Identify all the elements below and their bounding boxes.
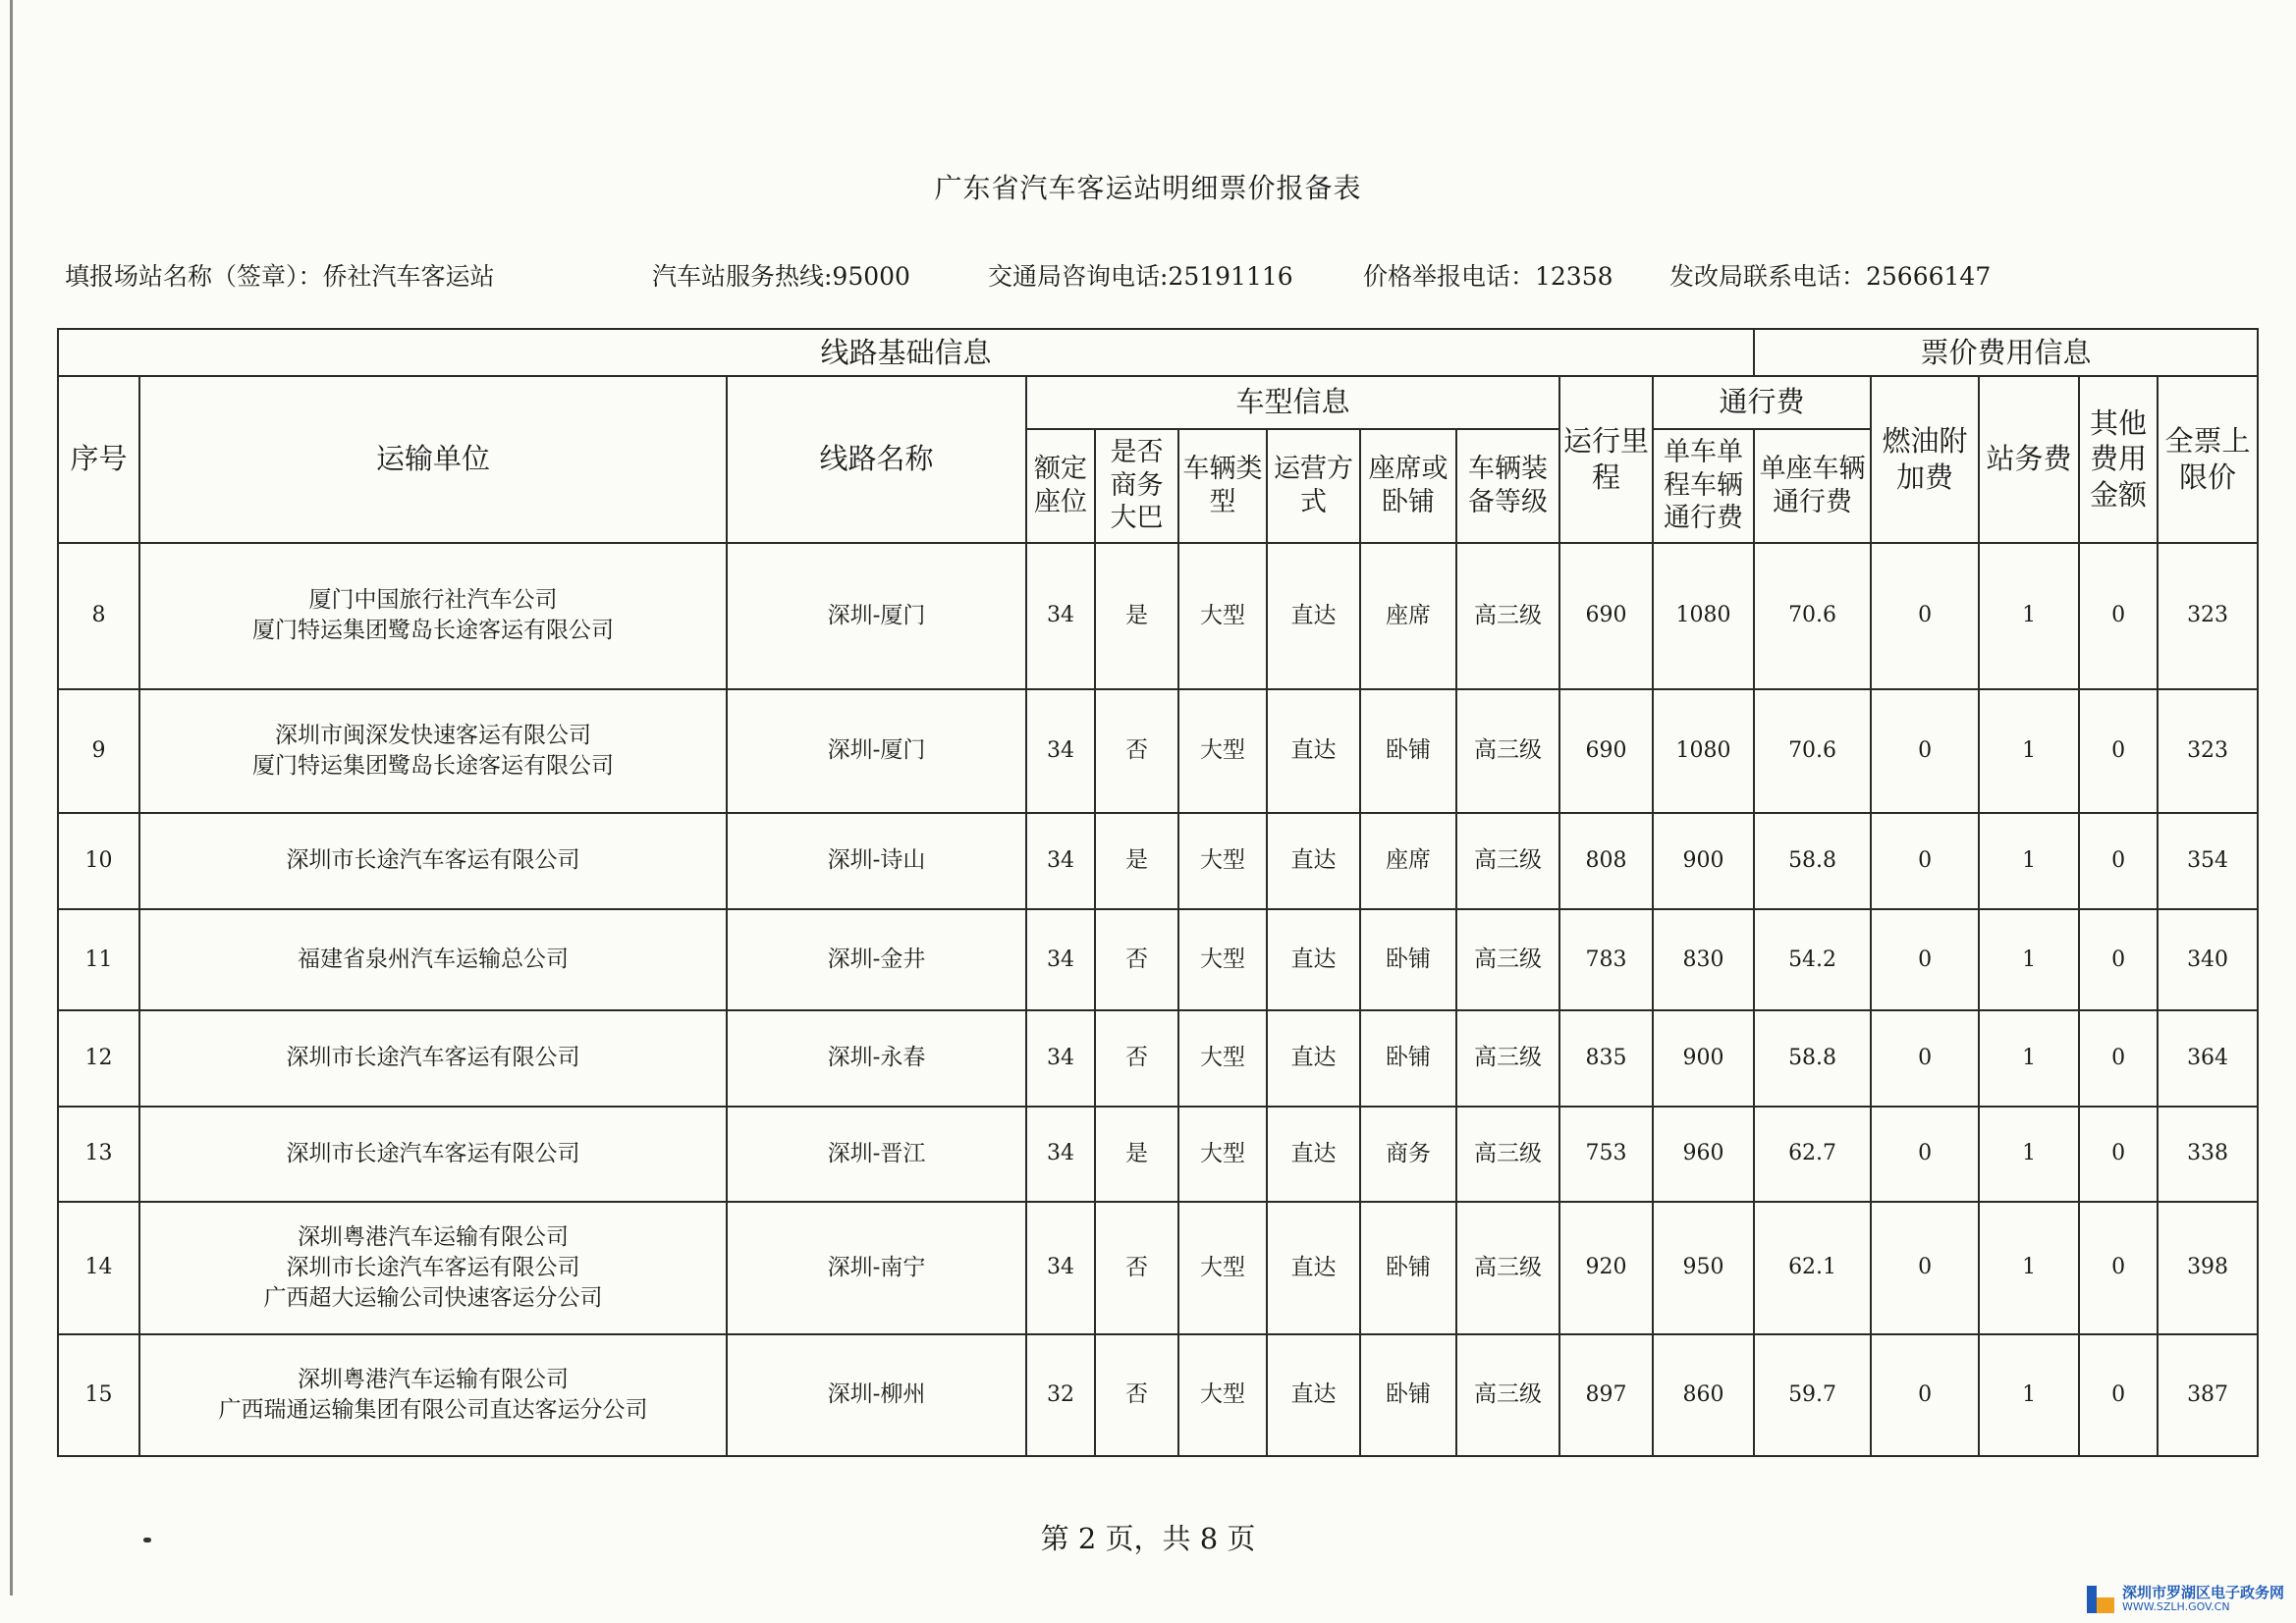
cell-carrier — [139, 543, 727, 689]
cell-berth: 座席 — [1360, 813, 1456, 908]
header-mode: 运营方式 — [1267, 429, 1360, 543]
cell-other: 0 — [2079, 813, 2158, 908]
cell-toll-vehicle: 830 — [1653, 909, 1754, 1011]
header-station-fee: 站务费 — [1979, 376, 2079, 543]
cell-cap: 338 — [2158, 1107, 2258, 1202]
station-hotline: 汽车站服务热线:95000 — [652, 262, 910, 291]
header-cap: 全票上限价 — [2158, 376, 2258, 543]
cell-cap: 340 — [2158, 909, 2258, 1011]
cell-station-fee: 1 — [1979, 1202, 2079, 1334]
cell-carrier — [139, 1202, 727, 1334]
table-row — [58, 1107, 2258, 1202]
cell-seats: 34 — [1026, 909, 1095, 1011]
cell-berth: 卧铺 — [1360, 689, 1456, 813]
cell-fuel: 0 — [1871, 689, 1979, 813]
header-toll-seat: 单座车辆通行费 — [1754, 429, 1871, 543]
cell-cap: 354 — [2158, 813, 2258, 908]
cell-station-fee: 1 — [1979, 1107, 2079, 1202]
header-route: 线路名称 — [727, 376, 1026, 543]
cell-toll-seat: 59.7 — [1754, 1334, 1871, 1456]
table-row — [58, 909, 2258, 1011]
cell-cap: 323 — [2158, 543, 2258, 689]
carrier-line: 深圳市长途汽车客运有限公司 — [286, 1045, 580, 1071]
cell-station-fee: 1 — [1979, 689, 2079, 813]
cell-vtype: 大型 — [1178, 1010, 1267, 1106]
cell-toll-seat: 70.6 — [1754, 543, 1871, 689]
cell-seats: 34 — [1026, 689, 1095, 813]
cell-mileage: 783 — [1559, 909, 1653, 1011]
cell-business: 是 — [1095, 1107, 1178, 1202]
cell-seq: 11 — [58, 909, 139, 1011]
carrier-line: 厦门中国旅行社汽车公司 — [308, 587, 558, 614]
cell-station-fee: 1 — [1979, 813, 2079, 908]
carrier-line: 广西超大运输公司快速客运分公司 — [263, 1284, 603, 1311]
ndrc-phone: 发改局联系电话：25666147 — [1669, 262, 1992, 291]
page-title: 广东省汽车客运站明细票价报备表 — [934, 172, 1362, 204]
header-vtype: 车辆类型 — [1178, 429, 1267, 543]
cell-station-fee: 1 — [1979, 1334, 2079, 1456]
cell-toll-seat: 62.1 — [1754, 1202, 1871, 1334]
carrier-line: 厦门特运集团鹭岛长途客运有限公司 — [252, 752, 614, 779]
cell-mode: 直达 — [1267, 1202, 1360, 1334]
cell-grade: 高三级 — [1456, 543, 1559, 689]
table-row — [58, 1334, 2258, 1456]
cell-seats: 32 — [1026, 1334, 1095, 1456]
cell-seats: 34 — [1026, 543, 1095, 689]
cell-business: 否 — [1095, 1010, 1178, 1106]
cell-grade: 高三级 — [1456, 689, 1559, 813]
cell-mileage: 835 — [1559, 1010, 1653, 1106]
cell-route: 深圳-永春 — [727, 1010, 1026, 1106]
cell-berth: 卧铺 — [1360, 1202, 1456, 1334]
cell-vtype: 大型 — [1178, 1334, 1267, 1456]
cell-seq: 14 — [58, 1202, 139, 1334]
cell-toll-seat: 70.6 — [1754, 689, 1871, 813]
cell-other: 0 — [2079, 1010, 2158, 1106]
cell-mileage: 690 — [1559, 543, 1653, 689]
cell-toll-vehicle: 950 — [1653, 1202, 1754, 1334]
cell-vtype: 大型 — [1178, 909, 1267, 1011]
cell-business: 否 — [1095, 909, 1178, 1011]
cell-other: 0 — [2079, 543, 2158, 689]
cell-toll-vehicle: 960 — [1653, 1107, 1754, 1202]
cell-grade: 高三级 — [1456, 813, 1559, 908]
cell-berth: 座席 — [1360, 543, 1456, 689]
table-row — [58, 543, 2258, 689]
cell-route: 深圳-厦门 — [727, 689, 1026, 813]
cell-cap: 398 — [2158, 1202, 2258, 1334]
cell-station-fee: 1 — [1979, 909, 2079, 1011]
page-number: 第 2 页，共 8 页 — [1040, 1522, 1256, 1555]
cell-berth: 卧铺 — [1360, 1334, 1456, 1456]
cell-mode: 直达 — [1267, 813, 1360, 908]
cell-cap: 323 — [2158, 689, 2258, 813]
cell-seats: 34 — [1026, 813, 1095, 908]
cell-fuel: 0 — [1871, 1202, 1979, 1334]
cell-route: 深圳-金井 — [727, 909, 1026, 1011]
cell-mileage: 897 — [1559, 1334, 1653, 1456]
watermark-en: WWW.SZLH.GOV.CN — [2121, 1600, 2230, 1614]
cell-route: 深圳-厦门 — [727, 543, 1026, 689]
cell-fuel: 0 — [1871, 1010, 1979, 1106]
carrier-line: 深圳市闽深发快速客运有限公司 — [275, 722, 591, 748]
cell-berth: 卧铺 — [1360, 1010, 1456, 1106]
cell-seq: 10 — [58, 813, 139, 908]
cell-station-fee: 1 — [1979, 543, 2079, 689]
cell-fuel: 0 — [1871, 543, 1979, 689]
cell-business: 否 — [1095, 1334, 1178, 1456]
price-report-phone: 价格举报电话：12358 — [1363, 262, 1613, 291]
cell-seq: 8 — [58, 543, 139, 689]
cell-cap: 364 — [2158, 1010, 2258, 1106]
header-other: 其他费用金额 — [2079, 376, 2158, 543]
carrier-line: 福建省泉州汽车运输总公司 — [298, 946, 569, 972]
cell-toll-seat: 62.7 — [1754, 1107, 1871, 1202]
cell-toll-vehicle: 1080 — [1653, 689, 1754, 813]
header-carrier: 运输单位 — [139, 376, 727, 543]
cell-seq: 9 — [58, 689, 139, 813]
header-berth: 座席或卧铺 — [1360, 429, 1456, 543]
cell-toll-vehicle: 900 — [1653, 1010, 1754, 1106]
header-seats: 额定座位 — [1026, 429, 1095, 543]
table-row — [58, 1202, 2258, 1334]
group-route-info: 线路基础信息 — [58, 329, 1754, 376]
watermark-cn: 深圳市罗湖区电子政务网 — [2121, 1584, 2284, 1602]
cell-mode: 直达 — [1267, 1010, 1360, 1106]
cell-carrier — [139, 689, 727, 813]
header-mileage: 运行里程 — [1559, 376, 1653, 543]
cell-mode: 直达 — [1267, 689, 1360, 813]
header-toll: 通行费 — [1653, 376, 1871, 429]
cell-route: 深圳-晋江 — [727, 1107, 1026, 1202]
cell-mileage: 808 — [1559, 813, 1653, 908]
cell-carrier — [139, 1334, 727, 1456]
cell-vtype: 大型 — [1178, 1107, 1267, 1202]
cell-seats: 34 — [1026, 1202, 1095, 1334]
cell-business: 是 — [1095, 813, 1178, 908]
station-name: 填报场站名称（签章）：侨社汽车客运站 — [65, 262, 495, 291]
cell-seq: 13 — [58, 1107, 139, 1202]
cell-grade: 高三级 — [1456, 909, 1559, 1011]
carrier-line: 深圳市长途汽车客运有限公司 — [286, 1140, 580, 1166]
cell-cap: 387 — [2158, 1334, 2258, 1456]
cell-vtype: 大型 — [1178, 813, 1267, 908]
cell-toll-seat: 58.8 — [1754, 813, 1871, 908]
cell-grade: 高三级 — [1456, 1010, 1559, 1106]
cell-mileage: 920 — [1559, 1202, 1653, 1334]
cell-fuel: 0 — [1871, 909, 1979, 1011]
cell-toll-vehicle: 1080 — [1653, 543, 1754, 689]
carrier-line: 厦门特运集团鹭岛长途客运有限公司 — [252, 618, 614, 644]
cell-berth: 卧铺 — [1360, 909, 1456, 1011]
transport-phone: 交通局咨询电话:25191116 — [988, 262, 1293, 291]
cell-carrier — [139, 1107, 727, 1202]
table-row — [58, 1010, 2258, 1106]
carrier-line: 深圳粤港汽车运输有限公司 — [298, 1366, 569, 1392]
cell-vtype: 大型 — [1178, 689, 1267, 813]
cell-mode: 直达 — [1267, 909, 1360, 1011]
table-row — [58, 813, 2258, 908]
cell-grade: 高三级 — [1456, 1202, 1559, 1334]
scan-speck — [143, 1538, 151, 1542]
cell-fuel: 0 — [1871, 813, 1979, 908]
cell-carrier — [139, 813, 727, 908]
header-fuel: 燃油附加费 — [1871, 376, 1979, 543]
cell-business: 否 — [1095, 1202, 1178, 1334]
cell-vtype: 大型 — [1178, 1202, 1267, 1334]
cell-toll-vehicle: 900 — [1653, 813, 1754, 908]
cell-route: 深圳-诗山 — [727, 813, 1026, 908]
header-grade: 车辆装备等级 — [1456, 429, 1559, 543]
cell-other: 0 — [2079, 909, 2158, 1011]
header-vehicle-info: 车型信息 — [1026, 376, 1559, 429]
cell-seq: 15 — [58, 1334, 139, 1456]
scan-edge — [10, 0, 13, 1596]
cell-seq: 12 — [58, 1010, 139, 1106]
fare-table — [57, 328, 2259, 1457]
cell-other: 0 — [2079, 1202, 2158, 1334]
cell-other: 0 — [2079, 689, 2158, 813]
table-row — [58, 689, 2258, 813]
cell-business: 是 — [1095, 543, 1178, 689]
cell-toll-seat: 58.8 — [1754, 1010, 1871, 1106]
cell-other: 0 — [2079, 1334, 2158, 1456]
group-fare-info: 票价费用信息 — [1754, 329, 2258, 376]
cell-grade: 高三级 — [1456, 1334, 1559, 1456]
cell-seats: 34 — [1026, 1010, 1095, 1106]
cell-mode: 直达 — [1267, 1107, 1360, 1202]
cell-station-fee: 1 — [1979, 1010, 2079, 1106]
cell-vtype: 大型 — [1178, 543, 1267, 689]
cell-mileage: 753 — [1559, 1107, 1653, 1202]
cell-fuel: 0 — [1871, 1107, 1979, 1202]
cell-seats: 34 — [1026, 1107, 1095, 1202]
cell-business: 否 — [1095, 689, 1178, 813]
site-logo-icon — [2085, 1584, 2116, 1615]
carrier-line: 深圳粤港汽车运输有限公司 — [298, 1223, 569, 1250]
header-seq: 序号 — [58, 376, 139, 543]
station-info-line — [65, 257, 2255, 297]
cell-carrier — [139, 1010, 727, 1106]
cell-mode: 直达 — [1267, 543, 1360, 689]
cell-toll-seat: 54.2 — [1754, 909, 1871, 1011]
cell-berth: 商务 — [1360, 1107, 1456, 1202]
cell-mode: 直达 — [1267, 1334, 1360, 1456]
cell-grade: 高三级 — [1456, 1107, 1559, 1202]
carrier-line: 广西瑞通运输集团有限公司直达客运分公司 — [218, 1396, 648, 1423]
header-business: 是否商务大巴 — [1095, 429, 1178, 543]
cell-route: 深圳-南宁 — [727, 1202, 1026, 1334]
cell-route: 深圳-柳州 — [727, 1334, 1026, 1456]
cell-other: 0 — [2079, 1107, 2158, 1202]
cell-fuel: 0 — [1871, 1334, 1979, 1456]
header-toll-vehicle: 单车单程车辆通行费 — [1653, 429, 1754, 543]
cell-mileage: 690 — [1559, 689, 1653, 813]
carrier-line: 深圳市长途汽车客运有限公司 — [286, 847, 580, 874]
watermark — [2085, 1580, 2284, 1619]
carrier-line: 深圳市长途汽车客运有限公司 — [286, 1254, 580, 1280]
cell-carrier — [139, 909, 727, 1011]
cell-toll-vehicle: 860 — [1653, 1334, 1754, 1456]
